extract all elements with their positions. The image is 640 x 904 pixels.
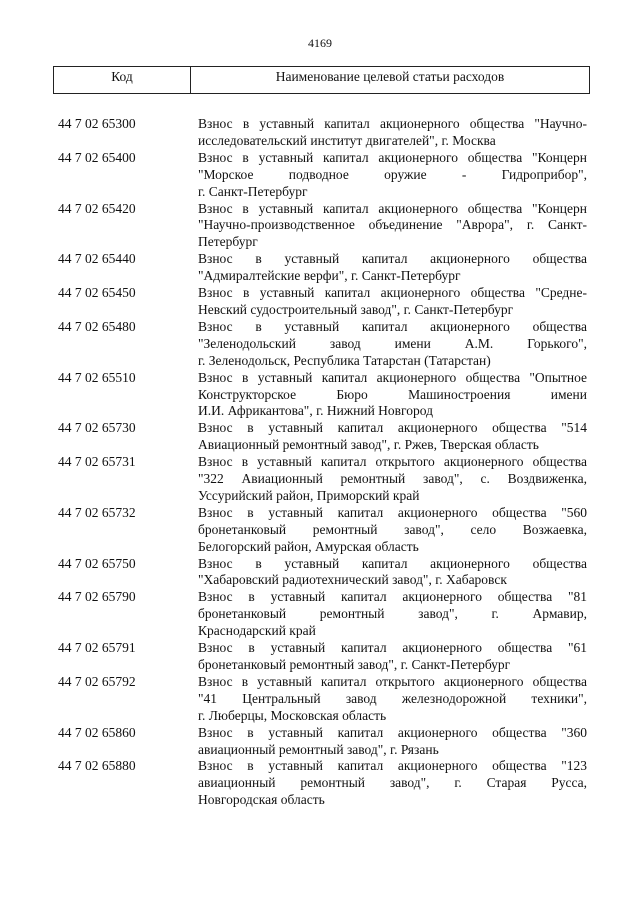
row-description-line: Взнос в уставный капитал акционерного общества "81 [198,589,587,605]
row-description-line: г. Санкт-Петербург [198,183,308,199]
table-row [0,674,640,725]
row-code: 44 7 02 65420 [58,200,136,216]
row-description [198,116,587,150]
row-description [198,505,587,556]
row-description [198,201,587,252]
row-description-line: Взнос в уставный капитал акционерного общества "560 [198,504,587,520]
row-description [198,285,587,319]
page-number: 4169 [308,36,332,50]
row-description-line: Петербург [198,234,258,250]
table-row [0,454,640,505]
row-code: 44 7 02 65510 [58,369,136,385]
row-description [198,674,587,725]
row-description-line: Новгородская область [198,792,325,808]
row-description-line: Невский судостроительный завод", г. Санкт-Петербург [198,301,514,317]
row-description [198,370,587,421]
table-row [0,150,640,201]
row-code: 44 7 02 65730 [58,420,136,436]
row-description [198,251,587,285]
row-description [198,758,587,809]
table-row [0,758,640,809]
row-description [198,556,587,590]
table-body [0,116,640,809]
table-row [0,251,640,285]
row-description-line: авиационный ремонтный завод", г. Рязань [198,741,439,757]
row-description-line: Взнос в уставный капитал акционерного общества "123 [198,758,587,774]
table-row [0,420,640,454]
row-description [198,454,587,505]
row-description-line: "Хабаровский радиотехнический завод", г. Хабаровск [198,572,507,588]
row-description-line: Взнос в уставный капитал акционерного общества "Научно- [198,116,587,131]
table-row [0,640,640,674]
row-description-line: бронетанковый ремонтный завод", г. Армавир, [198,606,587,622]
row-description-line: авиационный ремонтный завод", г. Старая Русса, [198,775,587,791]
row-description-line: "Адмиралтейские верфи", г. Санкт-Петербург [198,268,461,284]
row-description-line: Взнос в уставный капитал акционерного общества [198,251,587,267]
row-code: 44 7 02 65732 [58,504,136,520]
row-code: 44 7 02 65792 [58,673,136,689]
row-description-line: Взнос в уставный капитал акционерного общества "Концерн [198,200,587,216]
row-description-line: И.И. Африкантова", г. Нижний Новгород [198,403,433,419]
row-description-line: "322 Авиационный ремонтный завод", с. Воздвиженка, [198,471,587,487]
row-code: 44 7 02 65791 [58,640,136,656]
table-row [0,725,640,759]
row-description-line: бронетанковый ремонтный завод", село Возжаевка, [198,521,587,537]
table-row [0,201,640,252]
table-row [0,556,640,590]
table-row [0,319,640,370]
table-header [53,66,590,94]
row-description-line: Взнос в уставный капитал акционерного общества "Концерн [198,149,587,165]
column-header-code: Код [54,67,191,93]
row-description-line: Взнос в уставный капитал акционерного общества [198,555,587,571]
row-description [198,725,587,759]
row-description-line: Конструкторское Бюро Машиностроения имени [198,386,587,402]
row-description-line: "Морское подводное оружие - Гидроприбор", [198,166,587,182]
row-code: 44 7 02 65750 [58,555,136,571]
row-description [198,319,587,370]
row-description-line: Взнос в уставный капитал акционерного общества [198,318,587,334]
table-row [0,285,640,319]
table-row [0,505,640,556]
row-description-line: Авиационный ремонтный завод", г. Ржев, Тверская область [198,437,539,453]
row-description [198,640,587,674]
column-header-name: Наименование целевой статьи расходов [275,69,505,84]
row-description-line: г. Люберцы, Московская область [198,707,387,723]
row-code: 44 7 02 65480 [58,318,136,334]
table-row [0,370,640,421]
row-code: 44 7 02 65300 [58,116,136,131]
row-description-line: бронетанковый ремонтный завод", г. Санкт-Петербург [198,657,511,672]
row-description-line: г. Зеленодольск, Республика Татарстан (Татарстан) [198,352,491,368]
row-description-line: Взнос в уставный капитал акционерного общества "360 [198,724,587,740]
row-description [198,150,587,201]
row-code: 44 7 02 65450 [58,285,136,301]
row-description-line: "41 Центральный завод железнодорожной техники", [198,690,587,706]
row-code: 44 7 02 65790 [58,589,136,605]
row-code: 44 7 02 65440 [58,251,136,267]
row-description-line: Взнос в уставный капитал открытого акционерного общества [198,454,587,470]
row-code: 44 7 02 65860 [58,724,136,740]
row-description-line: Взнос в уставный капитал акционерного общества "514 [198,420,587,436]
row-description [198,589,587,640]
row-description-line: "Зеленодольский завод имени А.М. Горького", [198,335,587,351]
row-code: 44 7 02 65880 [58,758,136,774]
row-code: 44 7 02 65400 [58,149,136,165]
row-description-line: "Научно-производственное объединение "Аврора", г. Санкт- [198,217,587,233]
row-description-line: Уссурийский район, Приморский край [198,487,420,503]
row-description-line: Взнос в уставный капитал акционерного общества "Опытное [198,369,587,385]
table-row [0,589,640,640]
row-code: 44 7 02 65731 [58,454,136,470]
row-description [198,420,587,454]
row-description-line: Взнос в уставный капитал акционерного общества "Средне- [198,285,587,301]
row-description-line: Взнос в уставный капитал акционерного общества "61 [198,640,587,656]
row-description-line: Краснодарский край [198,623,316,639]
row-description-line: Взнос в уставный капитал открытого акционерного общества [198,673,587,689]
row-description-line: исследовательский институт двигателей", г. Москва [198,132,496,148]
table-row [0,116,640,150]
row-description-line: Белогорский район, Амурская область [198,538,419,554]
